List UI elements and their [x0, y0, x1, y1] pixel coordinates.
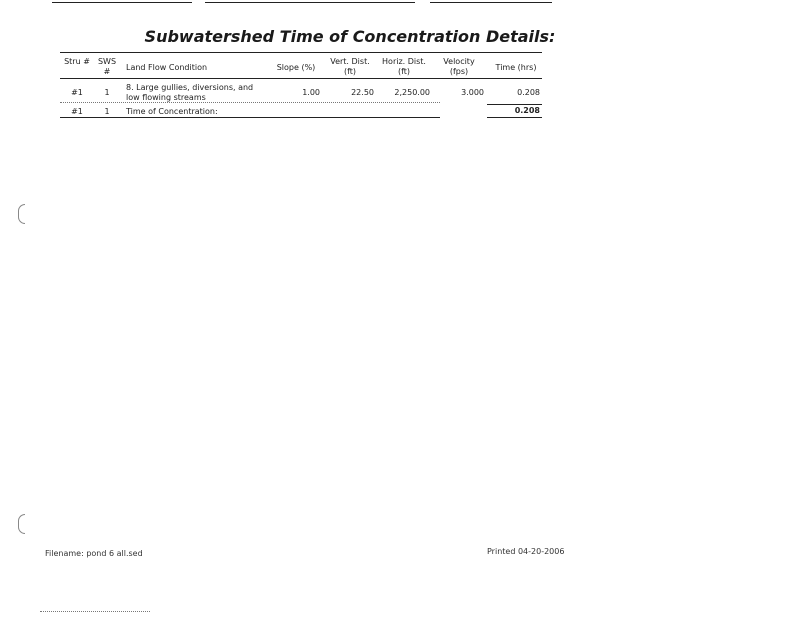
page-title: Subwatershed Time of Concentration Details:	[144, 27, 556, 46]
top-rule-right	[430, 2, 552, 3]
table-top-rule	[60, 52, 542, 53]
row-sws: 1	[104, 88, 110, 97]
header-horiz-dist: Horiz. Dist. (ft)	[382, 57, 426, 76]
footer-filename: Filename: pond 6 all.sed	[45, 549, 143, 558]
row-horiz-dist: 2,250.00	[394, 88, 430, 97]
total-time: 0.208	[514, 106, 540, 115]
total-top-rule	[487, 104, 542, 105]
top-rule-left	[52, 2, 192, 3]
header-stru: Stru #	[64, 57, 90, 66]
header-velocity: Velocity (fps)	[443, 57, 475, 76]
total-label: Time of Concentration:	[126, 107, 218, 116]
header-slope: Slope (%)	[276, 63, 316, 72]
table-bottom-rule	[60, 117, 440, 118]
header-sws: SWS #	[97, 57, 117, 76]
row-stru: #1	[71, 88, 83, 97]
header-time: Time (hrs)	[495, 63, 537, 72]
row-slope: 1.00	[302, 88, 320, 97]
header-bottom-rule	[60, 78, 542, 79]
table-bottom-rule-right	[487, 117, 542, 118]
footer-printed-date: Printed 04-20-2006	[487, 547, 565, 556]
row-velocity: 3.000	[461, 88, 484, 97]
binder-hole-mark	[18, 204, 25, 224]
total-sws: 1	[104, 107, 110, 116]
binder-hole-mark	[18, 514, 25, 534]
row-vert-dist: 22.50	[351, 88, 374, 97]
total-stru: #1	[71, 107, 83, 116]
header-land-flow-condition: Land Flow Condition	[126, 63, 208, 72]
row-time: 0.208	[517, 88, 540, 97]
header-vert-dist: Vert. Dist. (ft)	[330, 57, 370, 76]
row-land-flow-condition: 8. Large gullies, diversions, and low flowing streams	[126, 83, 254, 102]
top-rule-middle	[205, 2, 415, 3]
scan-specks	[40, 611, 150, 613]
